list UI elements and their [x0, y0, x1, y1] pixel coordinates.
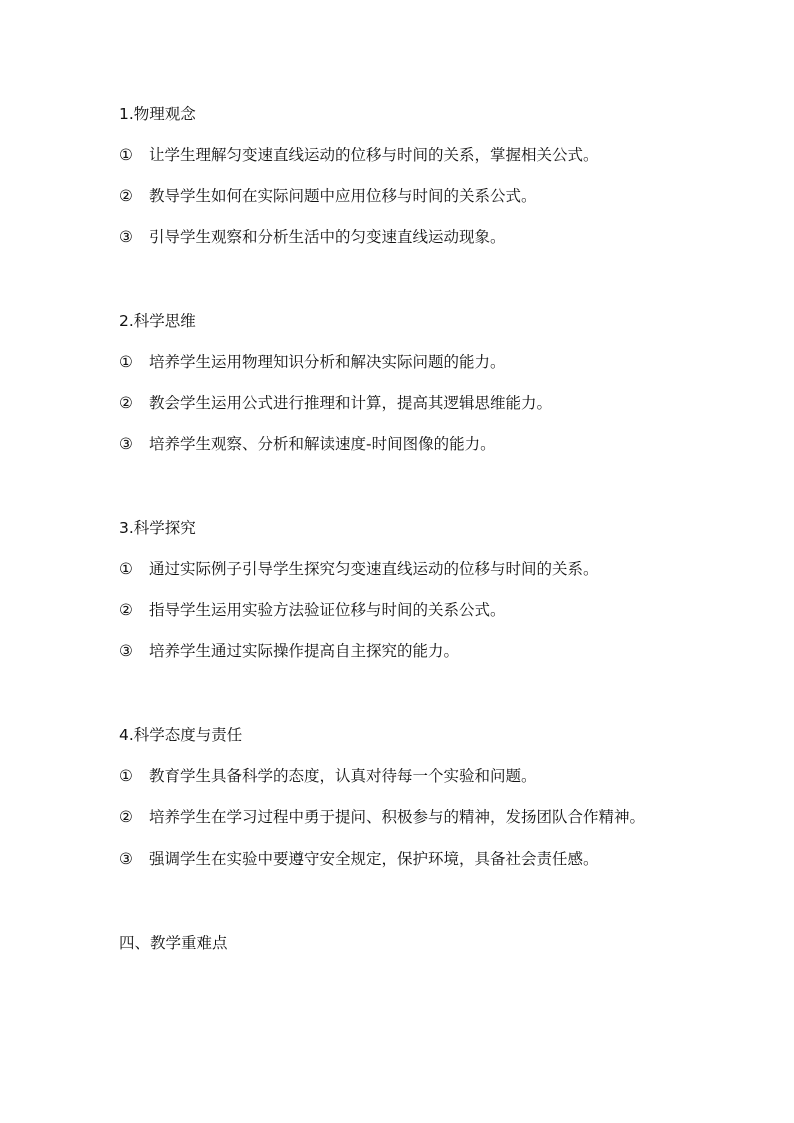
section-spacer	[119, 890, 719, 933]
list-item	[119, 849, 719, 869]
item-marker: ②	[119, 187, 133, 205]
section-physics-concept	[119, 104, 719, 247]
item-marker: ②	[119, 394, 133, 412]
item-marker: ③	[119, 435, 133, 453]
item-text: 教会学生运用公式进行推理和计算，提高其逻辑思维能力。	[149, 394, 553, 412]
item-marker: ③	[119, 850, 133, 868]
list-item	[119, 186, 719, 206]
list-item	[119, 393, 719, 413]
section-spacer	[119, 475, 719, 518]
list-item	[119, 227, 719, 247]
item-text: 教导学生如何在实际问题中应用位移与时间的关系公式。	[149, 187, 537, 205]
item-text: 教育学生具备科学的态度，认真对待每一个实验和问题。	[149, 767, 537, 785]
section-scientific-thinking	[119, 311, 719, 454]
list-item	[119, 352, 719, 372]
item-text: 培养学生观察、分析和解读速度-时间图像的能力。	[149, 435, 496, 453]
section-heading: 2.科学思维	[119, 312, 196, 330]
section-heading: 4.科学态度与责任	[119, 726, 243, 744]
section-heading: 1.物理观念	[119, 105, 196, 123]
item-marker: ③	[119, 228, 133, 246]
list-item	[119, 766, 719, 786]
list-item	[119, 145, 719, 165]
item-text: 引导学生观察和分析生活中的匀变速直线运动现象。	[149, 228, 506, 246]
item-text: 通过实际例子引导学生探究匀变速直线运动的位移与时间的关系。	[149, 560, 599, 578]
chapter-heading: 四、教学重难点	[119, 934, 228, 952]
item-marker: ②	[119, 601, 133, 619]
document-content	[119, 104, 719, 953]
section-spacer	[119, 268, 719, 311]
list-item	[119, 434, 719, 454]
item-text: 培养学生通过实际操作提高自主探究的能力。	[149, 642, 460, 660]
section-scientific-inquiry	[119, 518, 719, 661]
item-marker: ①	[119, 560, 133, 578]
list-item	[119, 559, 719, 579]
section-heading: 3.科学探究	[119, 519, 196, 537]
item-text: 培养学生在学习过程中勇于提问、积极参与的精神，发扬团队合作精神。	[149, 808, 646, 826]
item-text: 培养学生运用物理知识分析和解决实际问题的能力。	[149, 353, 506, 371]
item-marker: ①	[119, 767, 133, 785]
item-marker: ②	[119, 808, 133, 826]
item-marker: ①	[119, 353, 133, 371]
item-text: 强调学生在实验中要遵守安全规定，保护环境，具备社会责任感。	[149, 850, 599, 868]
list-item	[119, 600, 719, 620]
item-text: 让学生理解匀变速直线运动的位移与时间的关系，掌握相关公式。	[149, 146, 599, 164]
item-marker: ③	[119, 642, 133, 660]
item-marker: ①	[119, 146, 133, 164]
list-item	[119, 641, 719, 661]
item-text: 指导学生运用实验方法验证位移与时间的关系公式。	[149, 601, 506, 619]
section-spacer	[119, 682, 719, 725]
section-scientific-attitude	[119, 725, 719, 869]
list-item	[119, 797, 689, 838]
